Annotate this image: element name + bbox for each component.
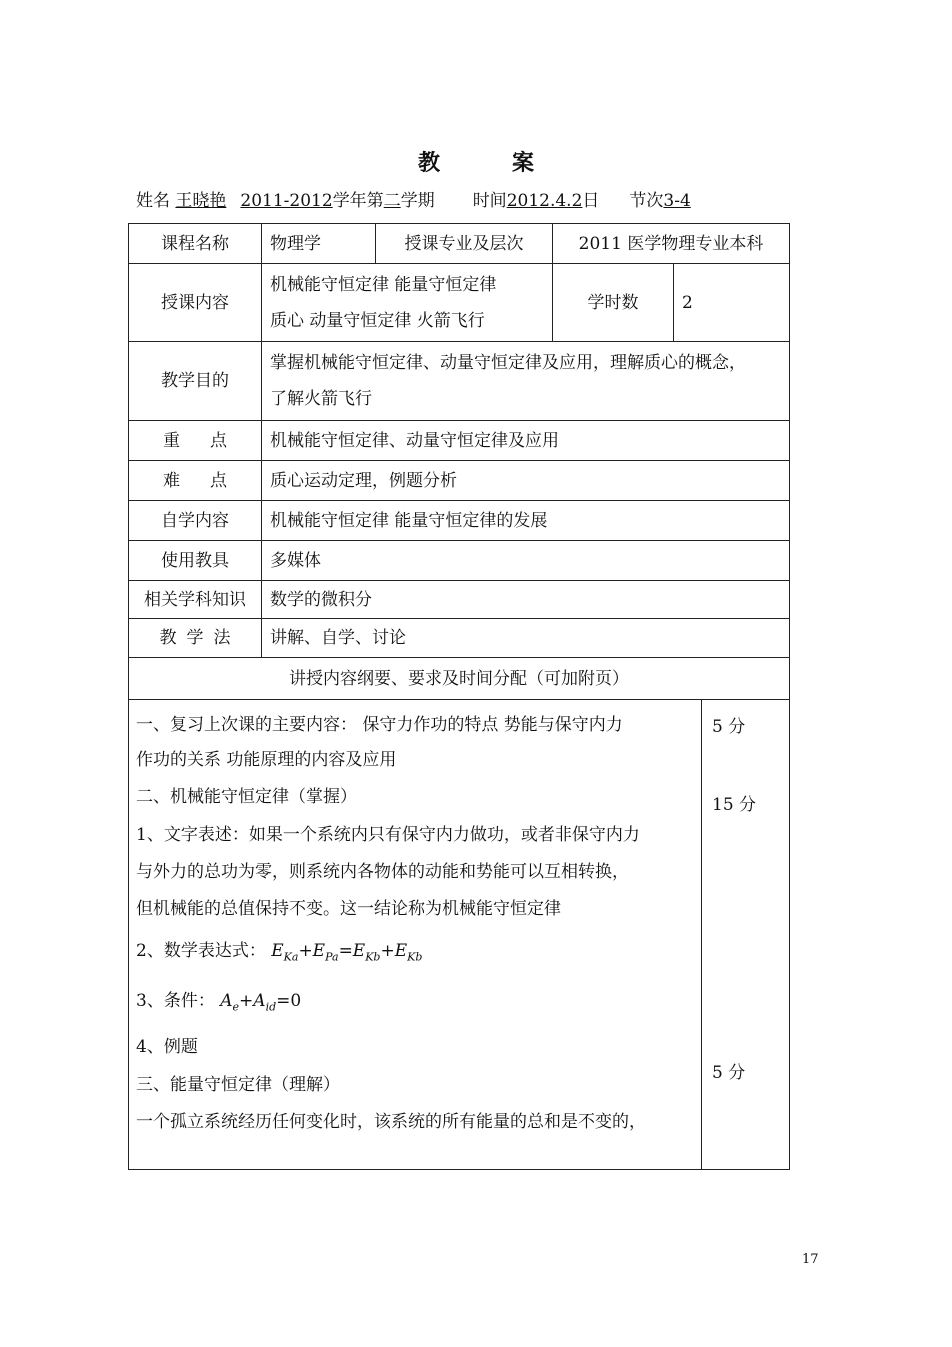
goal-line-1: 掌握机械能守恒定律、动量守恒定律及应用，理解质心的概念， [270,353,746,373]
goal-label: 教学目的 [128,341,262,421]
year-value: 2011-2012 [240,191,333,211]
outline-header: 讲授内容纲要、要求及时间分配（可加附页） [128,657,790,700]
related-value: 数学的微积分 [261,580,790,619]
title-char-2: 案 [512,150,535,176]
time-allocation-cell [701,699,790,1170]
goal-line-2: 了解火箭飞行 [270,389,372,409]
year-suffix: 学年第 [332,191,384,211]
key-value: 机械能守恒定律、动量守恒定律及应用 [261,420,790,461]
related-label: 相关学科知识 [128,580,262,619]
body-line-8: 3、条件： $A_e+A_{id}=0$ [136,991,302,1014]
condition-label: 3、条件： [136,991,215,1011]
method-value: 讲解、自学、讨论 [261,618,790,658]
difficult-value: 质心运动定理，例题分析 [261,460,790,501]
term-suffix: 学期 [400,191,435,211]
course-label: 课程名称 [128,223,262,264]
body-line-2: 作功的关系 功能原理的内容及应用 [136,750,397,770]
major-label: 授课专业及层次 [375,223,553,264]
body-line-10: 三、能量守恒定律（理解） [136,1075,340,1095]
page-number: 17 [802,1252,819,1267]
time-value: 2012.4.2 [506,191,583,211]
body-line-1: 一、复习上次课的主要内容： 保守力作功的特点 势能与保守内力 [136,715,623,735]
time-suffix: 日 [582,191,600,211]
time-2: 15 分 [712,795,757,815]
header-info-line [136,186,691,211]
condition-equation: $A_e+A_{id}$ [220,991,277,1014]
body-line-9: 4、例题 [136,1037,198,1057]
period-label: 节次 [629,191,664,211]
self-study-value: 机械能守恒定律 能量守恒定律的发展 [261,500,790,541]
content-line-2: 质心 动量守恒定律 火箭飞行 [270,310,485,331]
key-label: 重点 [128,420,262,461]
body-line-6: 但机械能的总值保持不变。这一结论称为机械能守恒定律 [136,899,561,919]
name-value: 王晓艳 [175,191,227,211]
difficult-label: 难点 [128,460,262,501]
content-label: 授课内容 [128,263,262,342]
energy-equation: $E_{Ka}+E_{Pa}=E_{Kb}+E_{Kb}$ [271,941,423,964]
name-label: 姓名 [136,191,170,211]
expression-label: 2、数学表达式： [136,941,266,961]
time-1: 5 分 [712,717,746,737]
content-line-1: 机械能守恒定律 能量守恒定律 [270,274,497,295]
method-label: 教学法 [128,618,262,658]
tools-label: 使用教具 [128,540,262,581]
hours-label: 学时数 [552,263,674,342]
time-3: 5 分 [712,1063,746,1083]
hours-value: 2 [673,263,790,342]
time-label: 时间 [472,191,507,211]
body-line-7 [136,936,422,963]
tools-value: 多媒体 [261,540,790,581]
content-value [261,263,553,342]
goal-value [261,341,790,421]
course-value: 物理学 [261,223,376,264]
title-char-1: 教 [417,150,440,176]
body-line-5: 与外力的总功为零，则系统内各物体的动能和势能可以互相转换， [136,862,629,882]
body-line-4: 1、文字表述：如果一个系统内只有保守内力做功，或者非保守内力 [136,825,640,845]
self-study-label: 自学内容 [128,500,262,541]
major-value: 2011 医学物理专业本科 [552,223,790,264]
document-title [0,146,952,177]
body-line-11: 一个孤立系统经历任何变化时，该系统的所有能量的总和是不变的， [136,1112,646,1132]
term-value: 二 [383,191,401,211]
period-value: 3-4 [663,191,691,211]
body-line-3: 二、机械能守恒定律（掌握） [136,787,357,807]
